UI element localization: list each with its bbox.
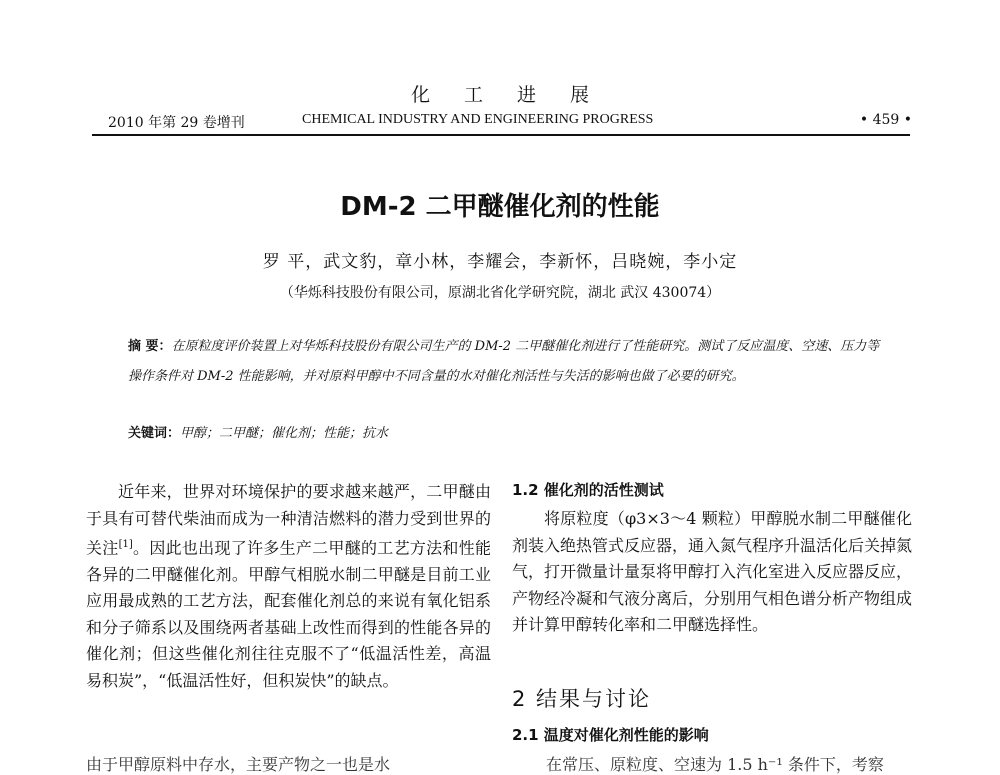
- keywords-label: 关键词：: [128, 426, 181, 441]
- activity-test-paragraph: 将原粒度（φ3×3～4 颗粒）甲醇脱水制二甲醚催化剂装入绝热管式反应器，通入氮气程序升温活化后关掉氮气，打开微量计量泵将甲醇打入汽化室进入反应器反应，产物经冷凝和气液分离后，分别用气相色谱分析产物组成并计算甲醇转化率和二甲醚选择性。: [512, 509, 913, 634]
- intro-paragraph: 近年来，世界对环境保护的要求越来越严，二甲醚由于具有可替代柴油而成为一种清洁燃料的潜力受到世界的关注[1]。因此也出现了许多生产二甲醚的工艺方法和性能各异的二甲醚催化剂。甲醇气相脱水制二甲醚是目前工业应用最成熟的工艺方法，配套催化剂总的来说有氧化铝系和分子筛系以及围绕两者基础上改性而得到的性能各异的催化剂；但这些催化剂往往克服不了“低温活性差，高温易积炭”，“低温活性好，但积炭快”的缺点。: [86, 482, 491, 690]
- journal-name-cn: 化工进展: [410, 84, 623, 106]
- paper-title: DM-2 二甲醚催化剂的性能: [340, 192, 660, 222]
- section-heading-1-2: 1.2 催化剂的活性测试: [512, 481, 664, 499]
- page-number: • 459 •: [859, 112, 912, 128]
- section-heading-2-1: 2.1 温度对催化剂性能的影响: [512, 726, 709, 744]
- citation-ref: [1]: [118, 539, 133, 550]
- body-left-column: [86, 479, 491, 694]
- journal-name-en: CHEMICAL INDUSTRY AND ENGINEERING PROGRESS: [302, 112, 654, 127]
- affiliation: （华烁科技股份有限公司，原湖北省化学研究院，湖北 武汉 430074）: [279, 285, 721, 301]
- keywords: [128, 422, 388, 441]
- cut-off-line-right: 在常压、原粒度、空速为 1.5 h⁻¹ 条件下，考察: [546, 755, 884, 774]
- abstract-text: 在原粒度评价装置上对华烁科技股份有限公司生产的 DM-2 二甲醚催化剂进行了性能研究。测试了反应温度、空速、压力等操作条件对 DM-2 性能影响，并对原料甲醇中不同含量的水对催化剂活性与失活的影响也做了必要的研究。: [128, 339, 880, 384]
- issue-info: 2010 年第 29 卷增刊: [108, 115, 245, 131]
- cut-off-line-left: 由于甲醇原料中存水，主要产物之一也是水: [86, 755, 391, 774]
- header-rule: [92, 134, 910, 136]
- keywords-text: 甲醇；二甲醚；催化剂；性能；抗水: [180, 426, 389, 441]
- section-heading-2: 2 结果与讨论: [512, 687, 652, 711]
- authors: 罗 平，武文豹，章小林，李耀会，李新怀，吕晓婉，李小定: [262, 252, 738, 272]
- abstract-label: 摘 要：: [128, 339, 172, 354]
- abstract: [128, 332, 888, 392]
